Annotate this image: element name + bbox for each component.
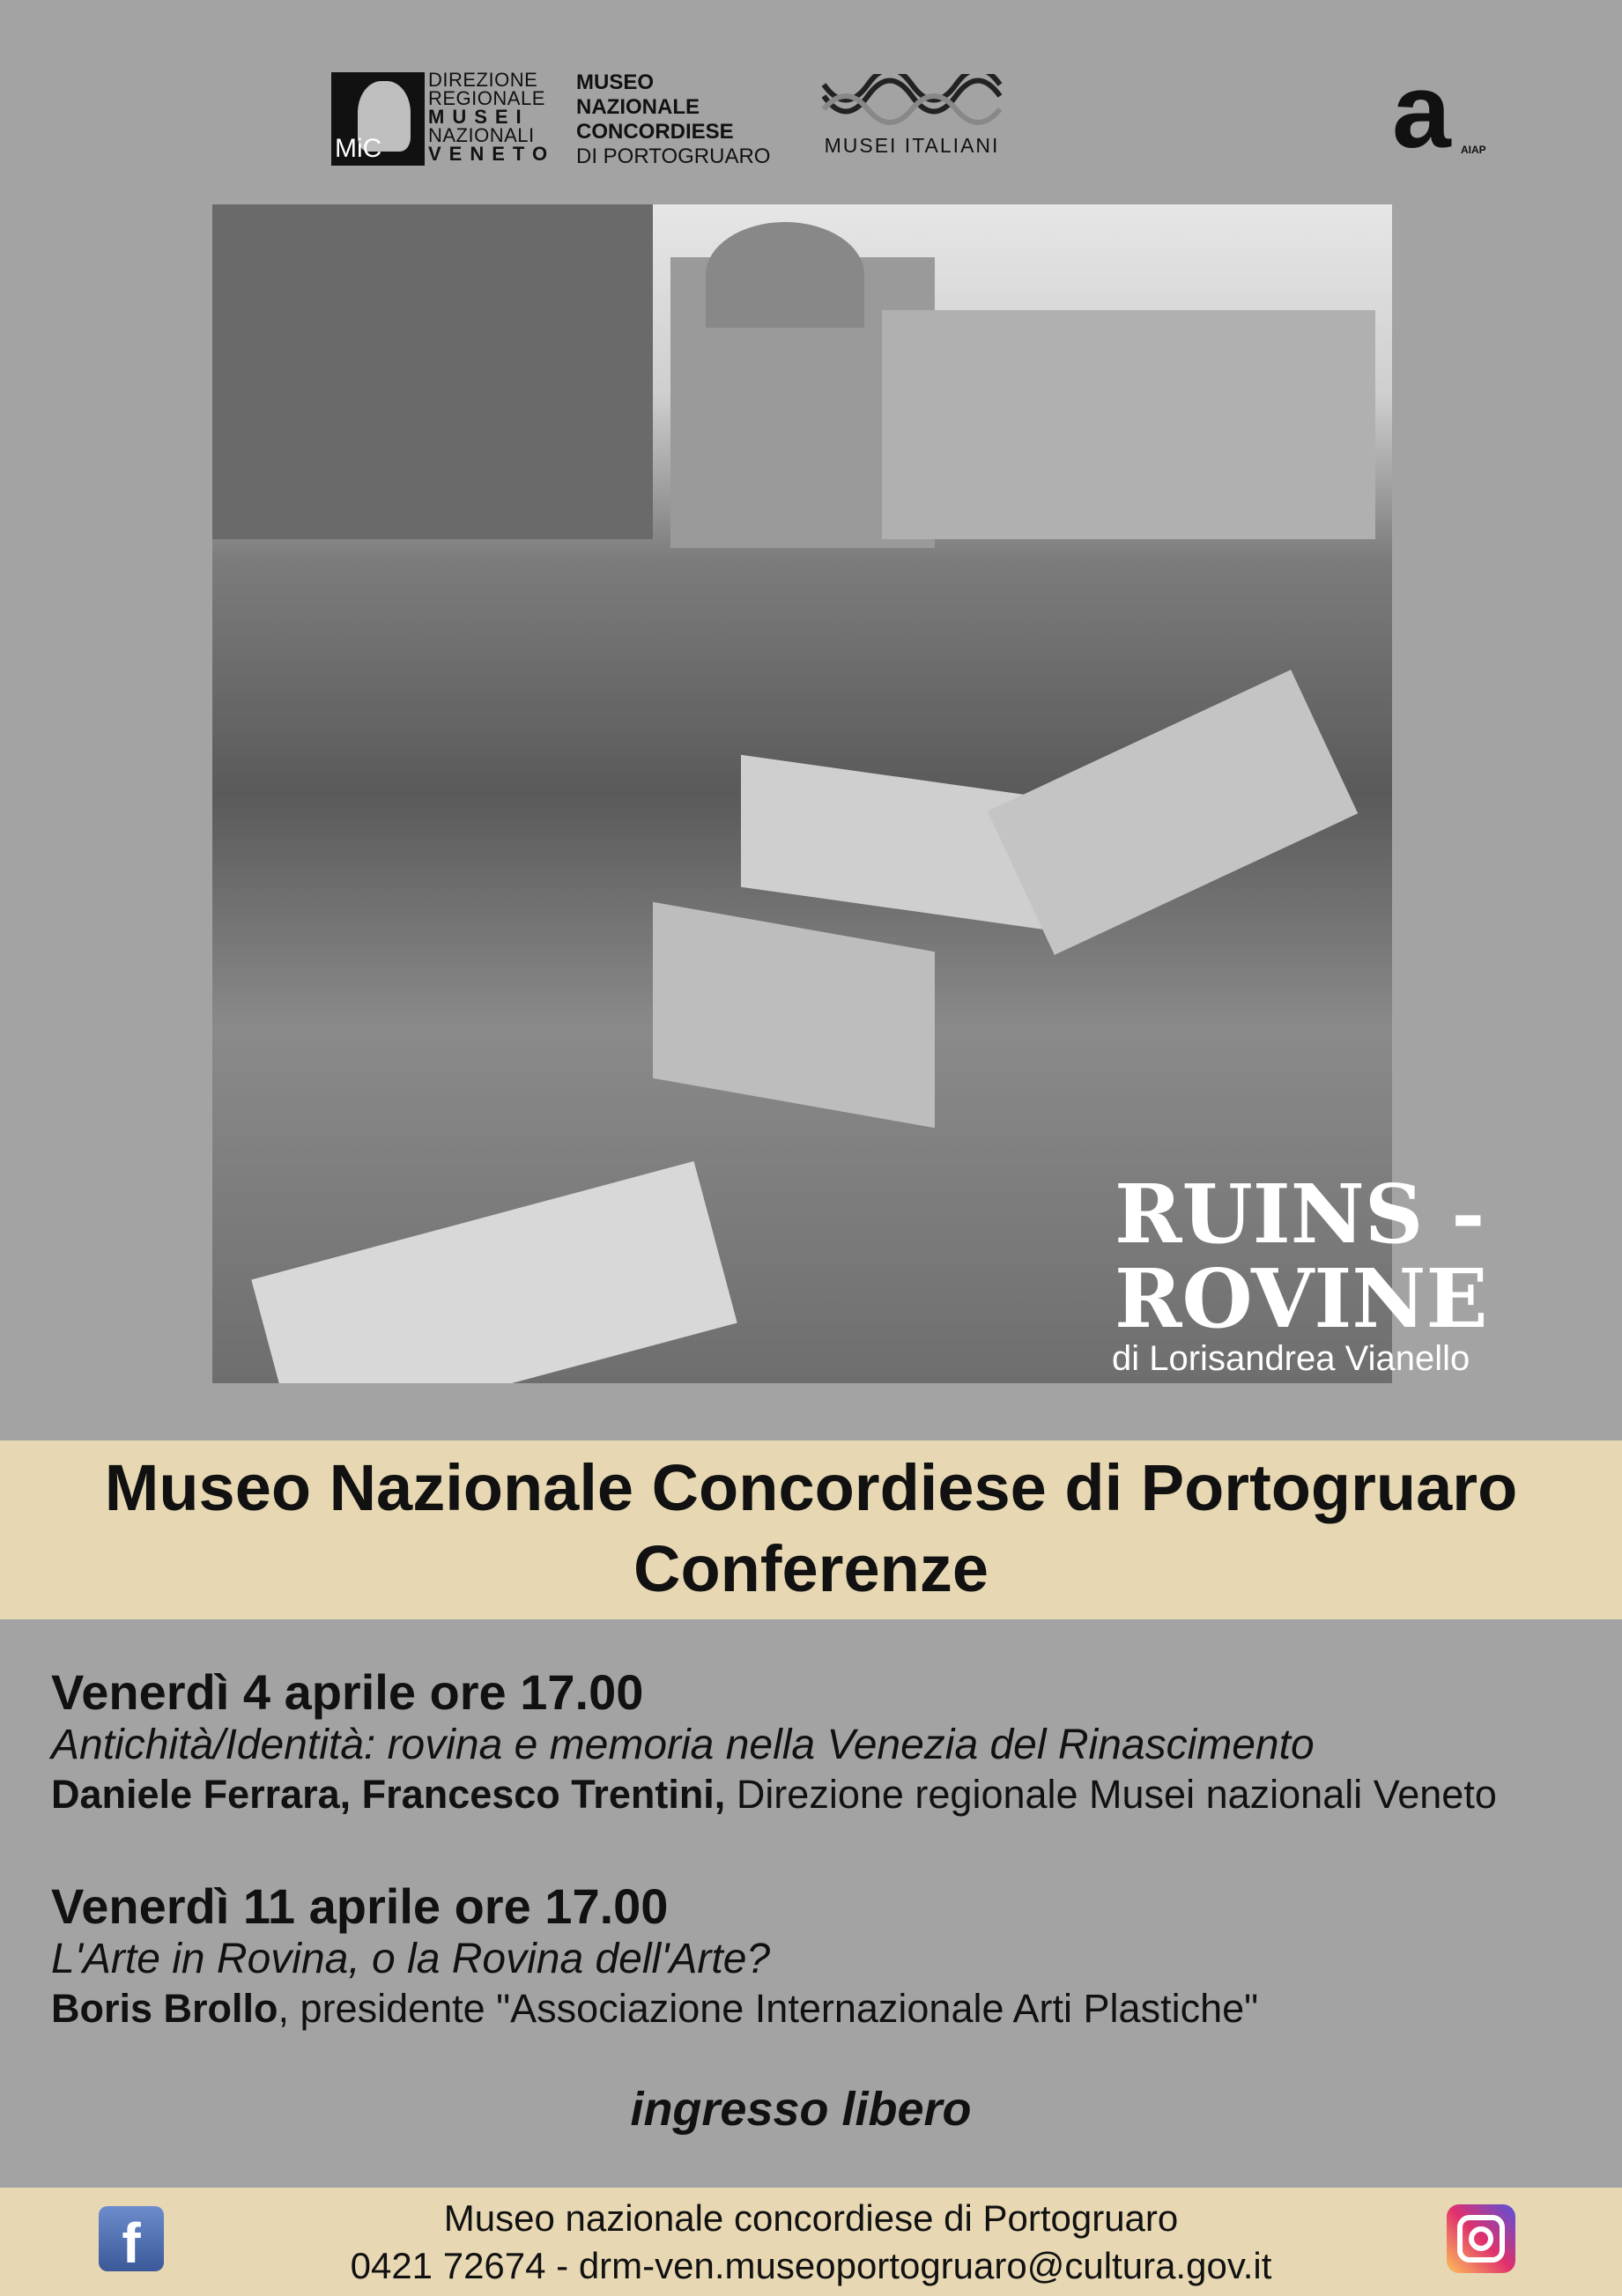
- event-1: [51, 1665, 1497, 1818]
- footer: [0, 2188, 1622, 2296]
- wave-icon: [819, 74, 1004, 127]
- mic-logo: [331, 72, 425, 166]
- event-date: Venerdì 4 aprile ore 17.00: [51, 1664, 644, 1720]
- aiap-letter: a: [1392, 52, 1451, 170]
- speaker-names: Boris Brollo: [51, 1986, 278, 2031]
- footer-contact: 0421 72674 - drm-ven.museoportogruaro@cultura.gov.it: [350, 2245, 1272, 2286]
- mnc-l2: NAZIONALE: [576, 95, 700, 119]
- poster-title-l2: ROVINE: [1115, 1251, 1488, 1346]
- speaker-names: Daniele Ferrara, Francesco Trentini,: [51, 1772, 726, 1817]
- mnc-l3: CONCORDIESE: [576, 120, 734, 144]
- poster-author: di Lorisandrea Vianello: [1112, 1339, 1470, 1378]
- title-band: [0, 1441, 1622, 1619]
- event-speakers: [51, 1985, 1258, 2033]
- event-2: [51, 1879, 1258, 2033]
- event-title: L'Arte in Rovina, o la Rovina dell'Arte?: [51, 1936, 771, 1982]
- event-date: Venerdì 11 aprile ore 17.00: [51, 1878, 669, 1934]
- dir-l3: MUSEI: [428, 106, 530, 128]
- aiap-logo: [1392, 52, 1486, 170]
- admission-note: ingresso libero: [630, 2083, 972, 2136]
- dir-l1: DIREZIONE: [428, 69, 538, 91]
- dir-l2: REGIONALE: [428, 87, 545, 109]
- venue-title: Museo Nazionale Concordiese di Portogruaro: [104, 1451, 1518, 1524]
- mnc-l1: MUSEO: [576, 70, 655, 94]
- speaker-affiliation: Direzione regionale Musei nazionali Veneto: [725, 1772, 1497, 1817]
- poster-title-l1: RUINS -: [1115, 1167, 1485, 1262]
- direzione-logo-text: [428, 70, 555, 163]
- dir-l5: VENETO: [428, 143, 556, 165]
- aiap-text: AIAP: [1461, 144, 1486, 156]
- footer-museum: Museo nazionale concordiese di Portogruaro: [443, 2197, 1179, 2239]
- poster-title: [1115, 1167, 1488, 1346]
- speaker-affiliation: , presidente "Associazione Internazionale Arti Plastiche": [278, 1986, 1259, 2031]
- facebook-icon[interactable]: [99, 2206, 164, 2275]
- facebook-glyph: f: [122, 2211, 141, 2275]
- musei-italiani-text: MUSEI ITALIANI: [824, 134, 1000, 157]
- musei-italiani-logo: [815, 74, 1009, 158]
- museo-logo-text: [576, 70, 770, 169]
- mic-text: MiC: [335, 134, 382, 163]
- instagram-icon[interactable]: [1447, 2204, 1515, 2273]
- event-title: Antichità/Identità: rovina e memoria nella Venezia del Rinascimento: [51, 1722, 1315, 1768]
- event-speakers: [51, 1771, 1497, 1818]
- mnc-l4: DI PORTOGRUARO: [576, 144, 771, 168]
- dir-l4: NAZIONALI: [428, 124, 535, 146]
- series-title: Conferenze: [633, 1532, 989, 1605]
